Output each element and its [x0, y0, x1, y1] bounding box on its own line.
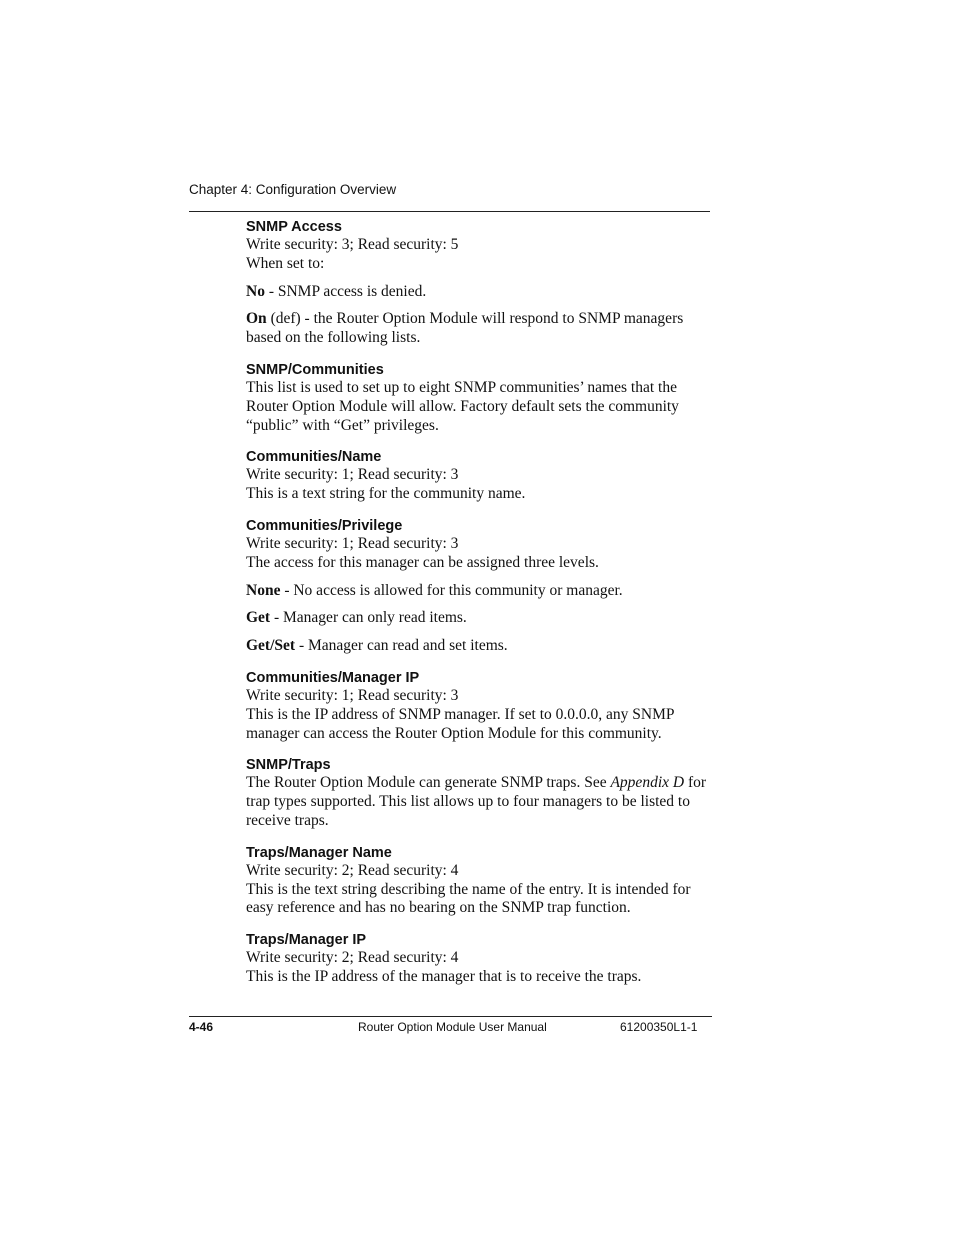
- option-desc: - No access is allowed for this community or manager.: [280, 581, 623, 599]
- section-snmp-communities: [246, 362, 712, 435]
- security-line: Write security: 1; Read security: 3: [246, 534, 459, 552]
- option-on: [246, 310, 712, 348]
- security-line: Write security: 2; Read security: 4: [246, 861, 459, 879]
- option-desc: - Manager can read and set items.: [295, 637, 508, 655]
- security-line: Write security: 1; Read security: 3: [246, 686, 459, 704]
- body-text: This is a text string for the community name.: [246, 485, 526, 503]
- section-communities-privilege: [246, 518, 712, 656]
- section-heading: Communities/Manager IP: [246, 669, 420, 686]
- section-snmp-traps: [246, 757, 712, 830]
- part-number: 61200350L1-1: [620, 1020, 698, 1034]
- header-rule: [189, 211, 710, 212]
- section-heading: Communities/Name: [246, 449, 382, 466]
- section-traps-manager-ip: [246, 932, 712, 987]
- page-number: 4-46: [189, 1020, 214, 1034]
- body-text: When set to:: [246, 254, 325, 272]
- section-snmp-access: [246, 219, 712, 348]
- body-text: This is the IP address of the manager that is to receive the traps.: [246, 967, 642, 985]
- option-get: [246, 609, 712, 628]
- body-text: This list is used to set up to eight SNMP communities’ names that the Router Option Module will allow. Factory default sets the community “public” with “Get” privileges.: [246, 378, 679, 434]
- body-text: This is the text string describing the name of the entry. It is intended for easy reference and has no bearing on the SNMP trap function.: [246, 880, 691, 917]
- option-term: None: [246, 581, 281, 599]
- security-line: Write security: 3; Read security: 5: [246, 236, 459, 253]
- body-text: The access for this manager can be assigned three levels.: [246, 553, 599, 571]
- page-body: [246, 219, 712, 1001]
- security-line: Write security: 1; Read security: 3: [246, 466, 459, 484]
- traps-text-post: for trap types supported. This list allows up to four managers to be listed to receive traps.: [246, 774, 707, 829]
- section-communities-name: [246, 449, 712, 504]
- option-desc: - Manager can only read items.: [270, 609, 467, 627]
- option-get-set: [246, 637, 712, 656]
- section-heading: Communities/Privilege: [246, 517, 403, 534]
- section-heading: SNMP/Communities: [246, 361, 384, 378]
- option-term: No: [246, 282, 265, 300]
- section-traps-manager-name: [246, 845, 712, 918]
- body-text: This is the IP address of SNMP manager. If set to 0.0.0.0, any SNMP manager can access the Router Option Module for this community.: [246, 705, 674, 742]
- option-desc: - SNMP access is denied.: [264, 282, 427, 300]
- running-header: Chapter 4: Configuration Overview: [189, 182, 397, 197]
- option-no: [246, 283, 712, 302]
- section-heading: SNMP Access: [246, 219, 342, 235]
- security-line: Write security: 2; Read security: 4: [246, 949, 459, 967]
- footer-rule: [189, 1016, 712, 1017]
- option-term: Get: [246, 609, 271, 627]
- section-communities-manager-ip: [246, 670, 712, 743]
- section-heading: SNMP/Traps: [246, 757, 331, 774]
- option-none: [246, 582, 712, 601]
- body-text: [246, 774, 712, 830]
- option-desc: (def) - the Router Option Module will respond to SNMP managers based on the following lists.: [246, 310, 684, 347]
- appendix-reference: Appendix D: [610, 774, 685, 792]
- option-term: Get/Set: [246, 637, 296, 655]
- manual-title: Router Option Module User Manual: [358, 1020, 547, 1034]
- traps-text-pre: The Router Option Module can generate SNMP traps. See: [246, 774, 611, 792]
- option-term: On: [246, 310, 267, 328]
- section-heading: Traps/Manager Name: [246, 844, 392, 861]
- section-heading: Traps/Manager IP: [246, 932, 367, 949]
